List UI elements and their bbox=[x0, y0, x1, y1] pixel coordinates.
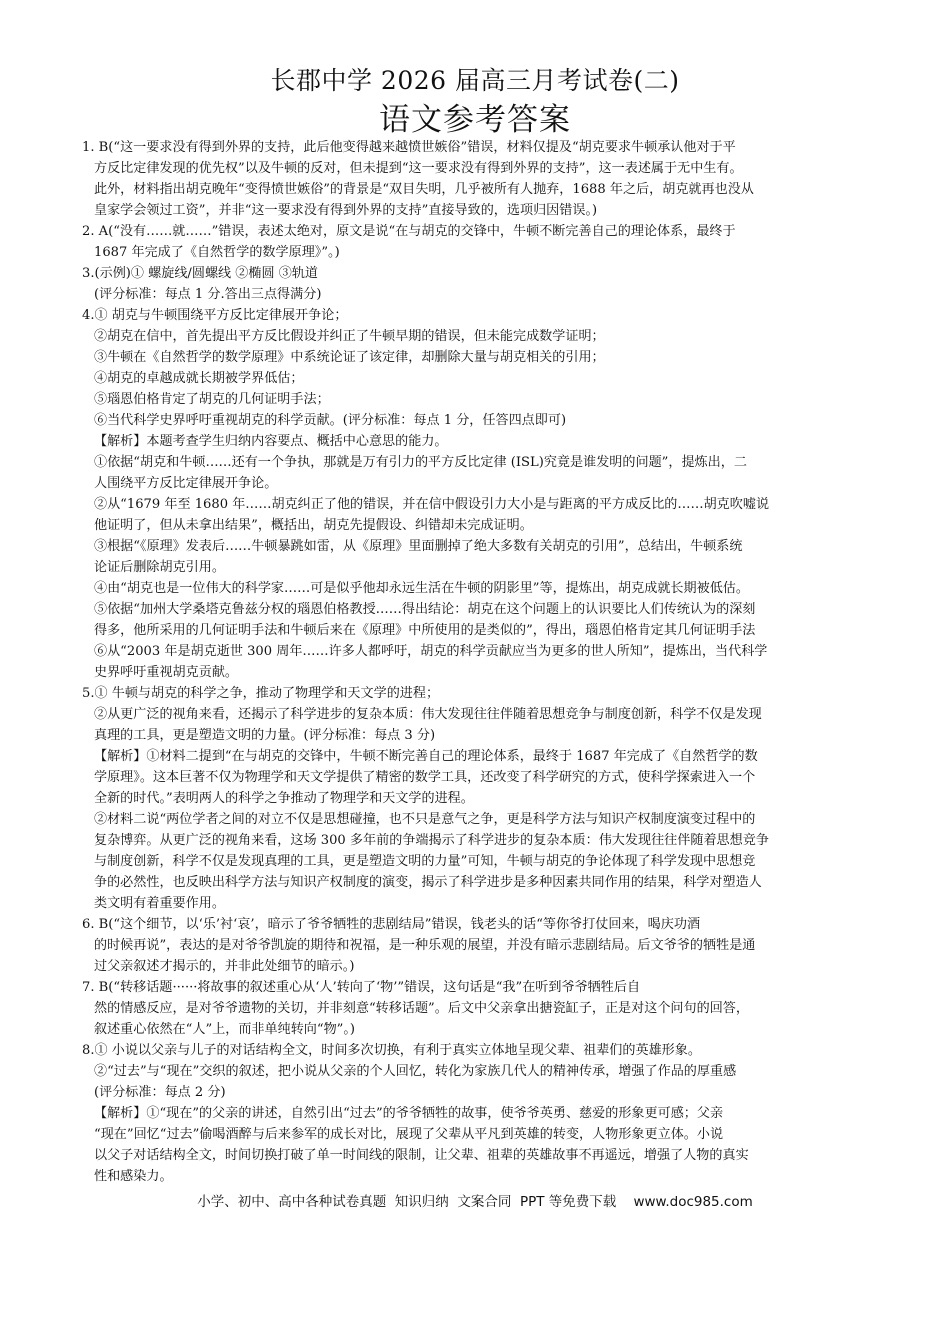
text-line: 以父子对话结构全文，时间切换打破了单一时间线的限制，让父辈、祖辈的英雄故事不再遥远，增强了人物的真实 bbox=[94, 1148, 749, 1163]
text-line: ④由“胡克也是一位伟大的科学家……可是似乎他却永远生活在牛顿的阴影里”等，提炼出，胡克成就长期被低估。 bbox=[94, 581, 749, 596]
text-line: 3.(示例)① 螺旋线/圆螺线 ②椭圆 ③轨道 bbox=[82, 266, 319, 281]
text-line: 人围绕平方反比定律展开争论。 bbox=[94, 476, 278, 491]
text-line: ②胡克在信中，首先提出平方反比假设并纠正了牛顿早期的错误，但未能完成数学证明； bbox=[94, 329, 605, 344]
answer-key-title: 语文参考答案 bbox=[379, 102, 571, 138]
text-line: 2. A(“没有……就……”错误，表述太绝对，原文是说“在与胡克的交锋中，牛顿不断完善自己的理论体系，最终于 bbox=[82, 224, 736, 239]
text-line: 方反比定律发现的优先权”以及牛顿的反对，但未提到“这一要求没有得到外界的支持”，这一表述属于无中生有。 bbox=[94, 161, 743, 176]
text-line: 过父亲叙述才揭示的，并非此处细节的暗示。) bbox=[94, 959, 355, 974]
answer-content bbox=[82, 137, 872, 1187]
text-line: ②“过去”与“现在”交织的叙述，把小说从父亲的个人回忆，转化为家族几代人的精神传承，增强了作品的厚重感 bbox=[94, 1064, 737, 1079]
text-line: 1. B(“这一要求没有得到外界的支持，此后他变得越来越愤世嫉俗”错误，材料仅提及“胡克要求牛顿承认他对于平 bbox=[82, 140, 736, 155]
text-line: ③根据“《原理》发表后……牛顿暴跳如雷，从《原理》里面删掉了绝大多数有关胡克的引用”，总结出，牛顿系统 bbox=[94, 539, 743, 554]
text-line: 皇家学会领过工资”，并非“这一要求没有得到外界的支持”直接导致的，选项归因错误。) bbox=[94, 203, 598, 218]
text-line: 6. B(“这个细节，以‘乐’衬‘哀’，暗示了爷爷牺牲的悲剧结局”错误，钱老头的话“等你爷打仗回来，喝庆功酒 bbox=[82, 917, 701, 932]
text-line: ①依据“胡克和牛顿……还有一个争执，那就是万有引力的平方反比定律 (ISL)究竟是谁发明的问题”，提炼出，二 bbox=[94, 455, 747, 470]
text-line: 此外，材料指出胡克晚年“变得愤世嫉俗”的背景是“双目失明，几乎被所有人抛弃，1688 年之后，胡克就再也没从 bbox=[94, 182, 754, 197]
text-line: 学原理》。这本巨著不仅为物理学和天文学提供了精密的数学工具，还改变了科学研究的方式，使科学探索进入一个 bbox=[94, 770, 756, 785]
text-line: 得多，他所采用的几何证明手法和牛顿后来在《原理》中所使用的是类似的”，得出，瑙恩伯格肯定其几何证明手法 bbox=[94, 623, 756, 638]
text-line: 全新的时代。”表明两人的科学之争推动了物理学和天文学的进程。 bbox=[94, 791, 474, 806]
text-line: 叙述重心依然在“人”上，而非单纯转向“物”。) bbox=[94, 1022, 356, 1037]
text-line: 【解析】①“现在”的父亲的讲述，自然引出“过去”的爷爷牺牲的故事，使爷爷英勇、慈爱的形象更可感；父亲 bbox=[94, 1106, 724, 1121]
text-line: 与制度创新，科学不仅是发现真理的工具，更是塑造文明的力量”可知，牛顿与胡克的争论体现了科学发现中思想竞 bbox=[94, 854, 756, 869]
text-line: 争的必然性，也反映出科学方法与知识产权制度的演变，揭示了科学进步是多种因素共同作用的结果，科学对塑造人 bbox=[94, 875, 762, 890]
footer-text: 小学、初中、高中各种试卷真题 知识归纳 文案合同 PPT 等免费下载 www.doc985.com bbox=[197, 1194, 753, 1210]
text-line: 8.① 小说以父亲与儿子的对话结构全文，时间多次切换，有利于真实立体地呈现父辈、祖辈们的英雄形象。 bbox=[82, 1043, 701, 1058]
text-line: ②从更广泛的视角来看，还揭示了科学进步的复杂本质：伟大发现往往伴随着思想竞争与制度创新，科学不仅是发现 bbox=[94, 707, 762, 722]
text-line: 他证明了，但从未拿出结果”，概括出，胡克先提假设、纠错却未完成证明。 bbox=[94, 518, 533, 533]
text-line: 4.① 胡克与牛顿围绕平方反比定律展开争论； bbox=[82, 308, 348, 323]
text-line: 7. B(“转移话题······将故事的叙述重心从‘人’转向了‘物’”错误，这句话是“我”在听到爷爷牺牲后自 bbox=[82, 980, 641, 995]
text-line: ⑥从“2003 年是胡克逝世 300 周年……许多人都呼吁，胡克的科学贡献应当为更多的世人所知”，提炼出，当代科学 bbox=[94, 644, 768, 659]
text-line: ④胡克的卓越成就长期被学界低估； bbox=[94, 371, 304, 386]
text-line: 【解析】①材料二提到“在与胡克的交锋中，牛顿不断完善自己的理论体系，最终于 1687 年完成了《自然哲学的数 bbox=[94, 749, 758, 764]
text-line: ③牛顿在《自然哲学的数学原理》中系统论证了该定律，却删除大量与胡克相关的引用； bbox=[94, 350, 605, 365]
text-line: (评分标准：每点 2 分) bbox=[94, 1085, 226, 1100]
text-line: 然的情感反应，是对爷爷遗物的关切，并非刻意“转移话题”。后文中父亲拿出搪瓷缸子，正是对这个问句的回答， bbox=[94, 1001, 749, 1016]
text-line: 性和感染力。 bbox=[94, 1169, 173, 1184]
text-line: 【解析】本题考查学生归纳内容要点、概括中心意思的能力。 bbox=[94, 434, 448, 449]
text-line: 的时候再说”，表达的是对爷爷凯旋的期待和祝福，是一种乐观的展望，并没有暗示悲剧结局。后文爷爷的牺牲是通 bbox=[94, 938, 756, 953]
text-line: 真理的工具，更是塑造文明的力量。(评分标准：每点 3 分) bbox=[94, 728, 436, 743]
text-line: ⑤依据“加州大学桑塔克鲁兹分权的瑙恩伯格教授……得出结论：胡克在这个问题上的认识要比人们传统认为的深刻 bbox=[94, 602, 756, 617]
text-line: ②从“1679 年至 1680 年……胡克纠正了他的错误，并在信中假设引力大小是与距离的平方成反比的……胡克吹嘘说 bbox=[94, 497, 770, 512]
text-line: 史界呼吁重视胡克贡献。 bbox=[94, 665, 239, 680]
text-line: 5.① 牛顿与胡克的科学之争，推动了物理学和天文学的进程； bbox=[82, 686, 440, 701]
text-line: 复杂博弈。从更广泛的视角来看，这场 300 多年前的争端揭示了科学进步的复杂本质：伟大发现往往伴随着思想竞争 bbox=[94, 833, 769, 848]
text-line: ⑥当代科学史界呼吁重视胡克的科学贡献。(评分标准：每点 1 分，任答四点即可) bbox=[94, 413, 567, 428]
text-line: 论证后删除胡克引用。 bbox=[94, 560, 225, 575]
text-line: ⑤瑙恩伯格肯定了胡克的几何证明手法； bbox=[94, 392, 330, 407]
text-line: “现在”回忆“过去”偷喝酒醉与后来参军的成长对比，展现了父辈从平凡到英雄的转变，人物形象更立体。小说 bbox=[94, 1127, 724, 1142]
text-line: ②材料二说“两位学者之间的对立不仅是思想碰撞，也不只是意气之争，更是科学方法与知识产权制度演变过程中的 bbox=[94, 812, 756, 827]
text-line: 类文明有着重要作用。 bbox=[94, 896, 225, 911]
exam-title: 长郡中学 2026 届高三月考试卷(二) bbox=[270, 66, 680, 95]
text-line: (评分标准：每点 1 分.答出三点得满分) bbox=[94, 287, 322, 302]
text-line: 1687 年完成了《自然哲学的数学原理》”。) bbox=[94, 245, 340, 260]
